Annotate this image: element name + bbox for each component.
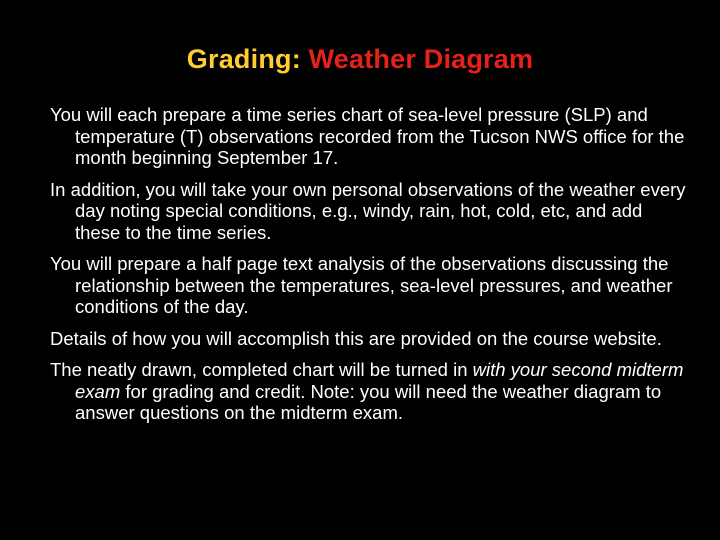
paragraph-time-series — [50, 104, 690, 169]
paragraph-text: You will each prepare a time series chart of sea-level pressure (SLP) and temperature (T) observations recorded from the Tucson NWS office for the month beginning September 17. — [50, 104, 685, 168]
paragraph-text: Details of how you will accomplish this are provided on the course website. — [50, 327, 662, 349]
paragraph-text: You will prepare a half page text analysis of the observations discussing the relationship between the temperatures, sea-level pressures, and weather conditions of the day. — [50, 253, 673, 317]
paragraph-text-analysis — [50, 253, 690, 318]
title-main: Weather Diagram — [308, 44, 534, 74]
slide-body — [50, 104, 690, 434]
paragraph-personal-observations — [50, 179, 690, 244]
paragraph-submission — [50, 359, 690, 424]
submission-text-part1: The neatly drawn, completed chart will be turned in — [50, 359, 473, 380]
submission-emphasis: with your second midterm exam — [75, 359, 684, 402]
title-prefix: Grading: — [186, 44, 309, 74]
slide-title — [0, 44, 720, 75]
paragraph-details — [50, 328, 690, 350]
submission-text-part2: for grading and credit. Note: you will need the weather diagram to answer questions on the midterm exam. — [75, 380, 662, 423]
paragraph-text: In addition, you will take your own personal observations of the weather every day noting special conditions, e.g., windy, rain, hot, cold, etc, and add these to the time series. — [50, 178, 686, 243]
